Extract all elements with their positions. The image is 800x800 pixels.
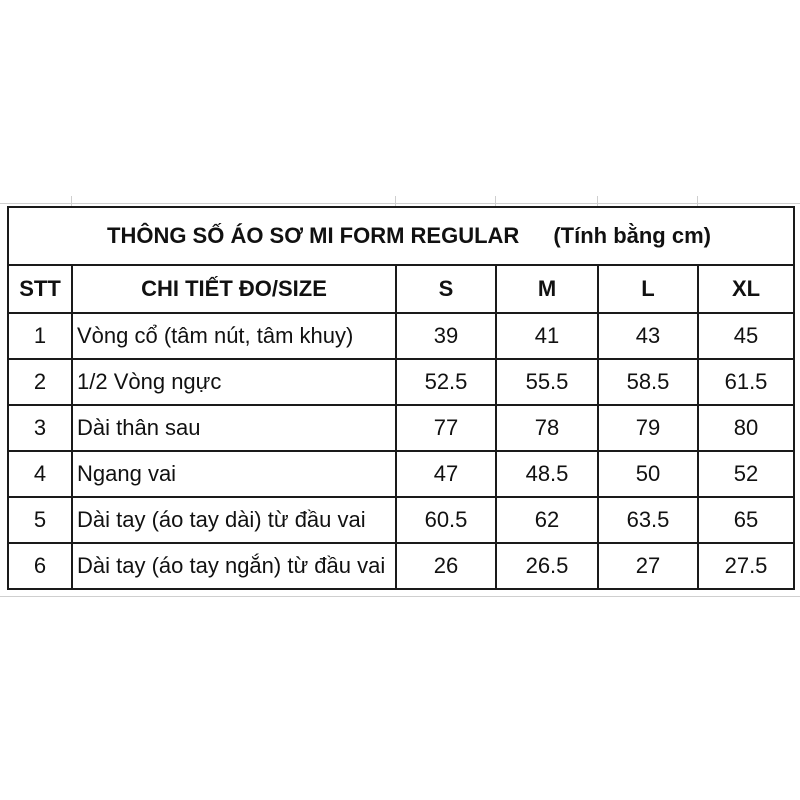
row-value-xl: 45 xyxy=(698,313,794,359)
row-value-xl: 52 xyxy=(698,451,794,497)
table-row xyxy=(8,313,794,359)
row-stt: 4 xyxy=(8,451,72,497)
row-stt: 6 xyxy=(8,543,72,589)
row-value-s: 60.5 xyxy=(396,497,496,543)
header-detail: CHI TIẾT ĐO/SIZE xyxy=(72,265,396,313)
row-value-xl: 61.5 xyxy=(698,359,794,405)
row-detail: Vòng cổ (tâm nút, tâm khuy) xyxy=(72,313,396,359)
size-chart-table xyxy=(7,206,795,590)
spreadsheet-gridline-col-b xyxy=(395,196,396,206)
title-main: THÔNG SỐ ÁO SƠ MI FORM REGULAR xyxy=(107,223,520,248)
row-value-m: 26.5 xyxy=(496,543,598,589)
row-detail: Ngang vai xyxy=(72,451,396,497)
row-stt: 1 xyxy=(8,313,72,359)
row-value-s: 39 xyxy=(396,313,496,359)
row-detail: Dài thân sau xyxy=(72,405,396,451)
row-value-l: 79 xyxy=(598,405,698,451)
row-value-l: 27 xyxy=(598,543,698,589)
header-size-xl: XL xyxy=(698,265,794,313)
row-value-l: 50 xyxy=(598,451,698,497)
spreadsheet-gridline-col-e xyxy=(697,196,698,206)
row-value-l: 63.5 xyxy=(598,497,698,543)
row-stt: 2 xyxy=(8,359,72,405)
row-value-l: 58.5 xyxy=(598,359,698,405)
row-value-s: 52.5 xyxy=(396,359,496,405)
row-value-m: 48.5 xyxy=(496,451,598,497)
title-row xyxy=(8,207,794,265)
row-value-s: 47 xyxy=(396,451,496,497)
table-row xyxy=(8,451,794,497)
row-stt: 3 xyxy=(8,405,72,451)
row-value-m: 55.5 xyxy=(496,359,598,405)
header-row xyxy=(8,265,794,313)
row-value-m: 41 xyxy=(496,313,598,359)
row-value-s: 77 xyxy=(396,405,496,451)
row-value-l: 43 xyxy=(598,313,698,359)
table-row xyxy=(8,405,794,451)
row-detail: Dài tay (áo tay ngắn) từ đầu vai xyxy=(72,543,396,589)
row-detail: 1/2 Vòng ngực xyxy=(72,359,396,405)
row-value-xl: 80 xyxy=(698,405,794,451)
header-stt: STT xyxy=(8,265,72,313)
title-unit: (Tính bằng cm) xyxy=(553,223,711,248)
row-stt: 5 xyxy=(8,497,72,543)
header-size-s: S xyxy=(396,265,496,313)
row-detail: Dài tay (áo tay dài) từ đầu vai xyxy=(72,497,396,543)
spreadsheet-gridline-top xyxy=(0,203,800,204)
spreadsheet-gridline-col-c xyxy=(495,196,496,206)
spreadsheet-gridline-bottom xyxy=(0,596,800,597)
row-value-xl: 27.5 xyxy=(698,543,794,589)
table-row xyxy=(8,359,794,405)
table-title xyxy=(8,207,794,265)
row-value-xl: 65 xyxy=(698,497,794,543)
spreadsheet-gridline-col-d xyxy=(597,196,598,206)
header-size-l: L xyxy=(598,265,698,313)
row-value-s: 26 xyxy=(396,543,496,589)
header-size-m: M xyxy=(496,265,598,313)
table-row xyxy=(8,497,794,543)
row-value-m: 78 xyxy=(496,405,598,451)
spreadsheet-gridline-col-a xyxy=(71,196,72,206)
row-value-m: 62 xyxy=(496,497,598,543)
table-row xyxy=(8,543,794,589)
